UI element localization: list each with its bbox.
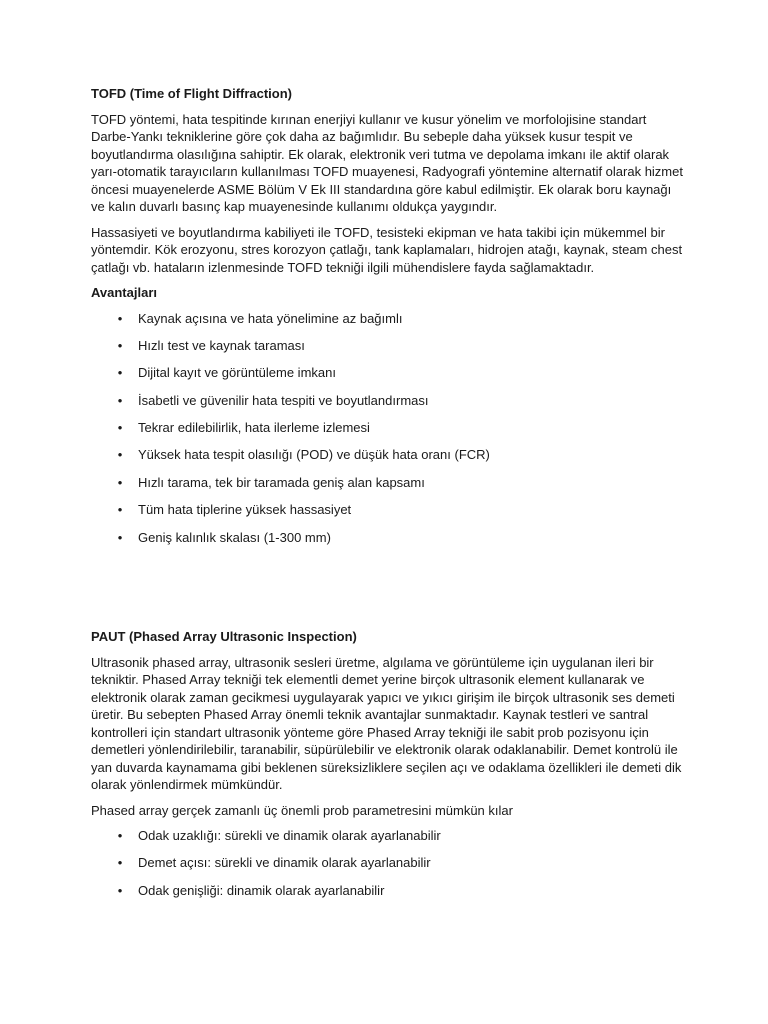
advantages-list — [91, 310, 683, 557]
section-spacer — [91, 556, 683, 628]
advantages-title: Avantajları — [91, 285, 157, 300]
bullet-icon: • — [117, 420, 123, 436]
probe-parameters-list — [91, 827, 683, 909]
list-item — [91, 882, 683, 909]
list-item-text: Hızlı test ve kaynak taraması — [138, 337, 305, 353]
list-item-text: Tekrar edilebilirlik, hata ilerleme izlemesi — [138, 420, 370, 436]
list-item-text: Hızlı tarama, tek bir taramada geniş alan kapsamı — [138, 474, 425, 490]
list-item — [91, 529, 683, 556]
bullet-icon: • — [117, 529, 123, 545]
tofd-paragraph-2: Hassasiyeti ve boyutlandırma kabiliyeti ile TOFD, tesisteki ekipman ve hata takibi için mükemmel bir yöntemdir. Kök erozyonu, stres korozyon çatlağı, tank kaplamaları, hidrojen atağı, kaynak, steam chest çatlağı vb. hataların izlenmesinde TOFD tekniği ilgili mühendislere fayda sağlamaktadır. — [91, 224, 683, 275]
bullet-icon: • — [117, 365, 123, 381]
bullet-icon: • — [117, 882, 123, 898]
bullet-icon: • — [117, 447, 123, 463]
bullet-icon: • — [117, 474, 123, 490]
list-item-text: Geniş kalınlık skalası (1-300 mm) — [138, 529, 331, 545]
bullet-icon: • — [117, 310, 123, 326]
list-item-text: Tüm hata tiplerine yüksek hassasiyet — [138, 502, 352, 518]
list-item — [91, 827, 683, 854]
document-content — [91, 85, 683, 909]
list-item-text: Yüksek hata tespit olasılığı (POD) ve düşük hata oranı (FCR) — [138, 447, 490, 463]
bullet-icon: • — [117, 337, 123, 353]
list-item — [91, 854, 683, 881]
list-item-text: Dijital kayıt ve görüntüleme imkanı — [138, 365, 336, 381]
bullet-icon: • — [117, 502, 123, 518]
list-item — [91, 501, 683, 528]
list-item-text: İsabetli ve güvenilir hata tespiti ve boyutlandırması — [138, 392, 429, 408]
list-item-text: Odak genişliği: dinamik olarak ayarlanabilir — [138, 882, 385, 898]
list-item — [91, 446, 683, 473]
bullet-icon: • — [117, 855, 123, 871]
bullet-icon: • — [117, 828, 123, 844]
list-item — [91, 419, 683, 446]
tofd-title: TOFD (Time of Flight Diffraction) — [91, 86, 293, 101]
paut-title: PAUT (Phased Array Ultrasonic Inspection) — [91, 629, 357, 645]
list-item-text: Odak uzaklığı: sürekli ve dinamik olarak ayarlanabilir — [138, 828, 441, 844]
paut-paragraph-2: Phased array gerçek zamanlı üç önemli prob parametresini mümkün kılar — [91, 802, 513, 818]
list-item-text: Kaynak açısına ve hata yönelimine az bağımlı — [138, 310, 403, 326]
list-item — [91, 310, 683, 337]
paut-paragraph-1: Ultrasonik phased array, ultrasonik sesleri üretme, algılama ve görüntüleme için uygulanan ileri bir tekniktir. Phased Array tekniği tek elementli demet yerine birçok ultrasonik element kullanarak ve elektronik olarak zaman gecikmesi uygulayarak yapıcı ve yıkıcı girişim ile birçok ultrasonik ses demeti üretir. Bu sebepten Phased Array önemli teknik avantajlar sunmaktadır. Kaynak testleri ve santral kontrolleri için standart ultrasonik yönteme göre Phased Array tekniği ile sabit prob pozisyonu için demetleri yönlendirilebilir, taranabilir, süpürülebilir ve elektronik olarak odaklanabilir. Demet kontrolü ile yan duvarda kaynamama gibi beklenen süreksizliklere seçilen açı ve odaklama özellikleri ile demeti dik olarak yönlendirmek mümkündür. — [91, 654, 682, 793]
tofd-paragraph-1: TOFD yöntemi, hata tespitinde kırınan enerjiyi kullanır ve kusur yönelim ve morfolojisine standart Darbe-Yankı tekniklerine göre çok daha az bağımlıdır. Bu sebeple daha yüksek kusur tespit ve boyutlandırma olasılığına sahiptir. Ek olarak, elektronik veri tutma ve depolama imkanı ile aktif olarak yarı-otomatik tarayıcıların kullanılması TOFD muayenesi, Radyografi yöntemine alternatif olarak hizmet öncesi muayenelerde ASME Bölüm V Ek III standardına göre kabul edilmiştir. Ek olarak boru kaynağı ve kalın duvarlı basınç kap muayenesinde kullanımı oldukça yaygındır. — [91, 111, 683, 214]
list-item — [91, 392, 683, 419]
list-item-text: Demet açısı: sürekli ve dinamik olarak ayarlanabilir — [138, 855, 431, 871]
list-item — [91, 474, 683, 501]
list-item — [91, 364, 683, 391]
list-item — [91, 337, 683, 364]
bullet-icon: • — [117, 392, 123, 408]
